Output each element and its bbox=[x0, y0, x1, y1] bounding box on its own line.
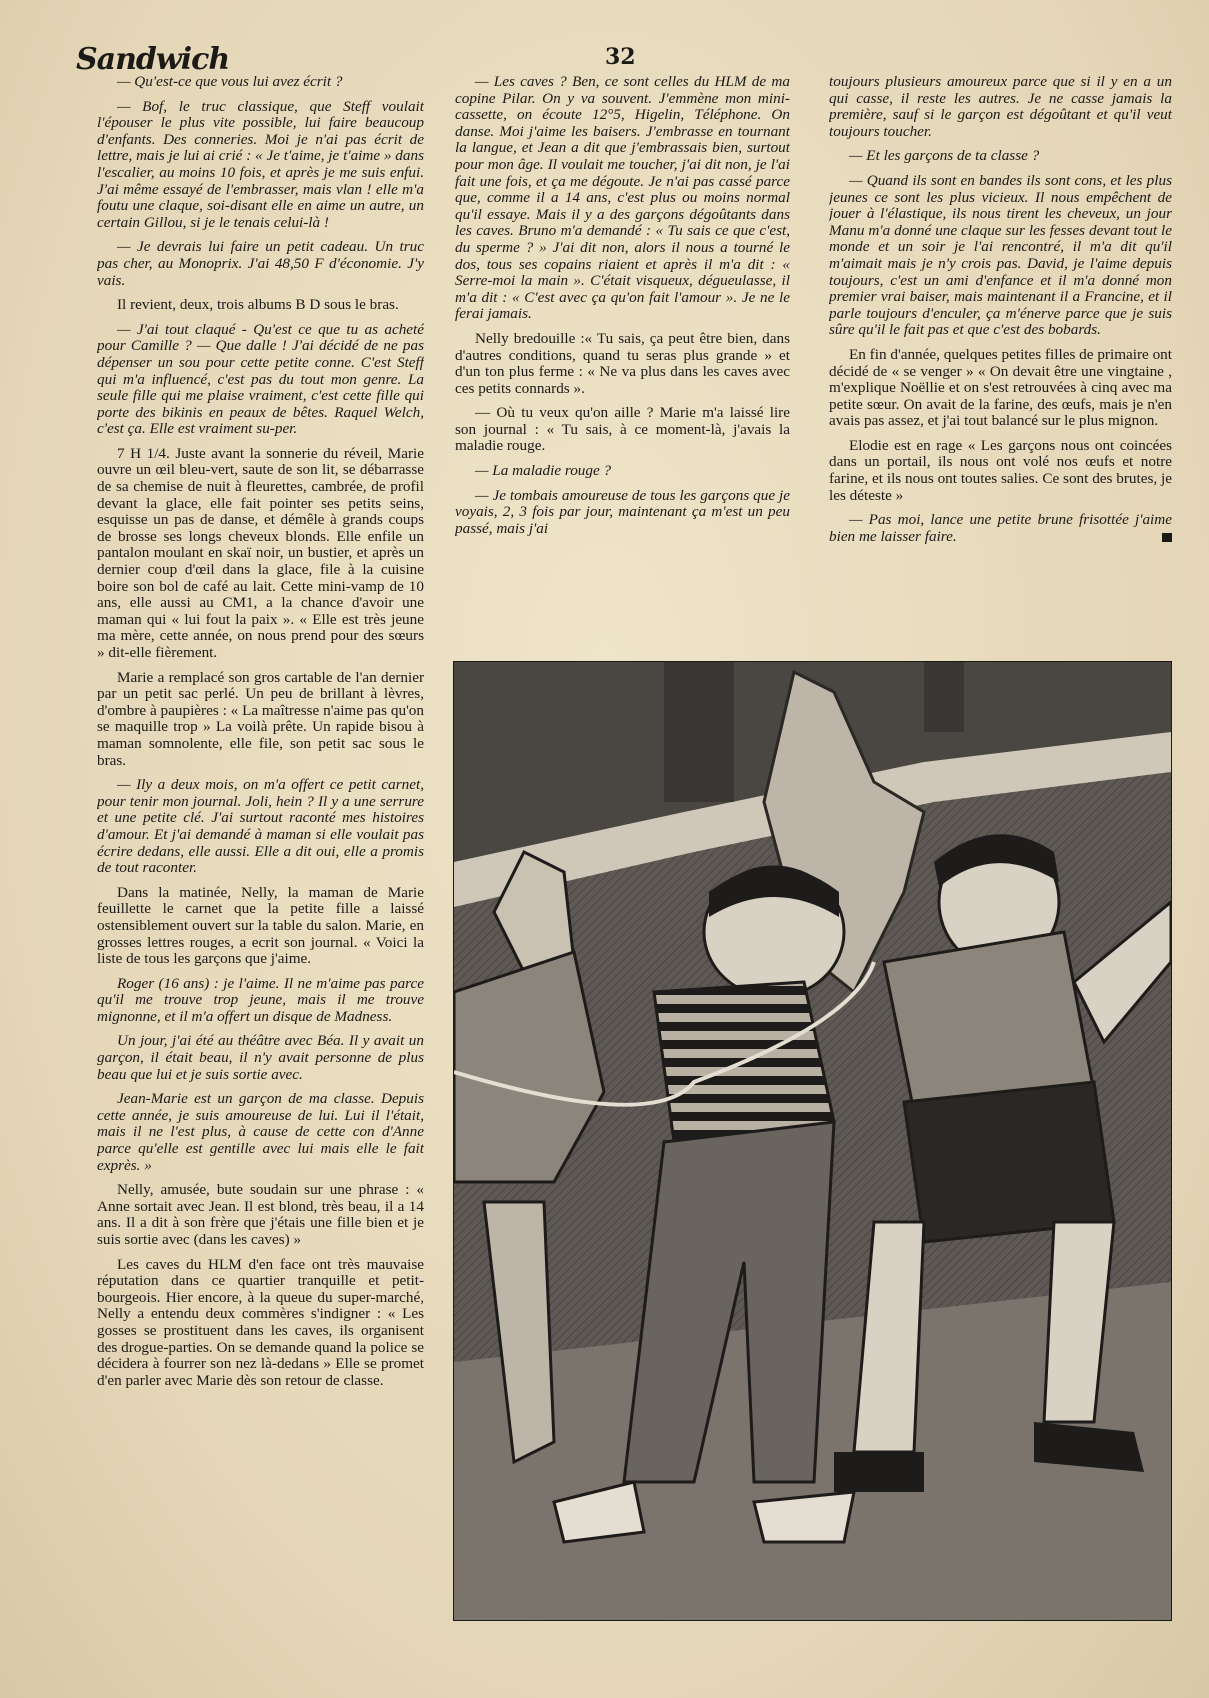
col1-paragraph: — Bof, le truc classique, que Steff voulait l'épouser le plus vite possible, lui faire beaucoup d'enfants. Des conneries. Moi je n'ai pas écrit de lettre, mais je lui ai crié : « Je t'aime, je t'aime » dans l'escalier, au moins 10 fois, et après je me suis enfui. J'ai même essayé de l'embrasser, mais vlan ! elle m'a foutu une claque, soi-disant elle en aime un autre, un certain Gillou, si je le tenais celui-là ! bbox=[97, 97, 424, 231]
three-boys-fighting-icon bbox=[454, 662, 1171, 1620]
col1-paragraph: Marie a remplacé son gros cartable de l'an dernier par un petit sac perlé. Un peu de brillant à lèvres, d'ombre à paupières : « La maîtresse n'aime pas qu'on se maquille trop » La voilà prête. Un rapide bisou à maman somnolente, elle file, son petit sac sous le bras. bbox=[97, 668, 424, 769]
col1-paragraph: Roger (16 ans) : je l'aime. Il ne m'aime pas parce qu'il me trouve trop jeune, mais il me trouve mignonne, et il m'a offert un disque de Madness. bbox=[97, 974, 424, 1025]
col1-paragraph: Jean-Marie est un garçon de ma classe. Depuis cette année, je suis amoureuse de lui. Lui il l'était, mais il ne l'est plus, à cause de cette con d'Anne parce qu'elle est gentille avec lui mais elle le fait exprès. » bbox=[97, 1090, 424, 1174]
col1-paragraph: Les caves du HLM d'en face ont très mauvaise réputation dans ce quartier tranquille et petit-bourgeois. Hier encore, à la queue du super-marché, Nelly a entendu deux commères s'indigner : « Les gosses se prostituent dans les caves, ils organisent des drogue-parties. On se demande quand la police se décidera à fourrer son nez là-dedans » Elle se promet d'en parler avec Marie dès son retour de classe. bbox=[97, 1255, 424, 1389]
col2-paragraph: — Je tombais amoureuse de tous les garçons que je voyais, 2, 3 fois par jour, maintenant ça m'est un peu passé, mais j'ai bbox=[455, 486, 790, 537]
col1-paragraph: Nelly, amusée, bute soudain sur une phrase : « Anne sortait avec Jean. Il est blond, très beau, il a 14 ans. Il a dit à son frère que j'étais une fille bien et je suis sortie avec (dans les caves) » bbox=[97, 1181, 424, 1248]
col3-paragraph: — Quand ils sont en bandes ils sont cons, et les plus jeunes ce sont les plus vicieux. Il nous empêchent de jouer à l'élastique, ils nous tirent les cheveux, un jour Manu m'a donné une claque sur les fesses devant tout le monde et un soir je l'ai rencontré, il m'a dit qu'il m'aimait mais je n'y crois pas. David, je l'aime depuis toujours, c'est un ami d'enfance et il m'a donné mon premier vrai baiser, mais maintenant il a Francine, et il parle toujours d'enculer, ça m'énerve parce que je suis sûre qu'il le fait pas et que c'est des bobards. bbox=[829, 171, 1172, 339]
illustration-three-boys bbox=[453, 661, 1172, 1621]
col2-paragraph: — Où tu veux qu'on aille ? Marie m'a laissé lire son journal : « Tu sais, à ce moment-là, j'avais la maladie rouge. bbox=[455, 404, 790, 455]
col1-paragraph: — J'ai tout claqué - Qu'est ce que tu as acheté pour Camille ? — Que dalle ! J'ai décidé de ne pas dépenser un sou pour cette petite conne. C'est Steff qui m'a influencé, c'est pas du tout mon genre. La seule fille qui me plaise vraiment, c'est cette fille qui porte des bikinis en peaux de bêtes. Raquel Welch, c'est ça. Elle est vraiment su-per. bbox=[97, 320, 424, 438]
col2-paragraph: — Les caves ? Ben, ce sont celles du HLM de ma copine Pilar. On y va souvent. J'emmène mon mini-cassette, on écoute 12°5, Higelin, Téléphone. On danse. Moi j'aime les baisers. J'embrasse en tournant la langue, et Jean a dit que j'embrassais bien, surtout pour mon âge. Il voulait me toucher, j'ai dit non, je l'ai fait une fois, et ça me dégoute. Je n'ai pas cassé parce que, comme il a 14 ans, c'est plus ou moins normal qu'il essaye. Mais il y a des garçons dégoûtants dans les caves. Bruno m'a demandé : « Tu sais ce que c'est, du sperme ? » J'ai dit non, alors il nous a tourné le dos, tous ses copains riaient et après il m'a dit : « Serre-moi la main ». C'était visqueux, dégueulasse, il m'a dit : « C'est avec ça qu'on fait l'amour ». Je ne le ferai jamais. bbox=[455, 74, 790, 323]
end-of-article-mark bbox=[1162, 533, 1172, 542]
page-number: 32 bbox=[605, 44, 636, 70]
col3-paragraph: Elodie est en rage « Les garçons nous ont coincées dans un portail, ils nous ont volé nos œufs et notre farine, et ils nous ont toutes salies. Ce sont des brutes, je les déteste » bbox=[829, 436, 1172, 504]
col1-paragraph: Il revient, deux, trois albums B D sous le bras. bbox=[117, 296, 399, 314]
col3-paragraph: toujours plusieurs amoureux parce que si il y en a un qui casse, il reste les autres. Je ne casse jamais la première, sauf si le garçon est dégoûtant et qu'il veut toujours toucher. bbox=[829, 74, 1172, 140]
text-column-2 bbox=[455, 74, 790, 634]
col3-paragraph: — Pas moi, lance une petite brune frisottée j'aime bien me laisser faire. bbox=[829, 511, 1172, 545]
col2-paragraph: — La maladie rouge ? bbox=[475, 462, 612, 480]
col3-paragraph: En fin d'année, quelques petites filles de primaire ont décidé de « se venger » « On devait être une vingtaine , m'explique Noëllie et on s'est retrouvées à cinq avec ma petite sœur. On avait de la farine, des œufs, mais je n'en avais pas assez, et j'ai tout balancé sur le plus mignon. bbox=[829, 345, 1172, 430]
col1-paragraph: Dans la matinée, Nelly, la maman de Marie feuillette le carnet que la petite fille a laissé ostensiblement ouvert sur la table du salon. Marie, en grosses lettres rouges, a ecrit son journal. « Voici la liste de tous les garçons que j'aime. bbox=[97, 883, 424, 968]
col1-paragraph: — Ily a deux mois, on m'a offert ce petit carnet, pour tenir mon journal. Joli, hein ? Il y a une serrure et une petite clé. J'ai surtout raconté mes histoires d'amour. Et j'ai demandé à maman si elle voulait pas écrire dedans, elle aussi. Elle a dit oui, elle a promis de tout raconter. bbox=[97, 776, 424, 877]
text-column-1 bbox=[97, 74, 424, 1634]
col1-paragraph: — Qu'est-ce que vous lui avez écrit ? bbox=[117, 74, 343, 90]
col3-paragraph: — Et les garçons de ta classe ? bbox=[849, 147, 1040, 165]
col2-paragraph: Nelly bredouille :« Tu sais, ça peut être bien, dans d'autres conditions, quand tu seras plus grande » et d'un ton plus ferme : « Ne va plus dans les caves avec ces petits connards ». bbox=[455, 329, 790, 397]
text-column-3 bbox=[829, 74, 1172, 634]
magazine-title: Sandwich bbox=[76, 42, 230, 77]
col1-paragraph: — Je devrais lui faire un petit cadeau. Un truc pas cher, au Monoprix. J'ai 48,50 F d'économie. J'y vais. bbox=[97, 238, 424, 289]
col1-paragraph: 7 H 1/4. Juste avant la sonnerie du réveil, Marie ouvre un œil bleu-vert, saute de son lit, se débarrasse de sa chemise de nuit à fleurettes, cambrée, de profil devant la glace, elle fait pointer ses petits seins, esquisse un pas de danse, et démêle à grands coups de brosse ses longs cheveux blonds. Elle enfile un pantalon moulant en skaï noir, un bustier, et après un dernier coup d'œil dans la glace, file à la cuisine boire son bol de café au lait. Cette mini-vamp de 10 ans, elle aussi au CM1, a la chance d'avoir une maman qui « lui fout la paix ». « Elle est très jeune ma mère, cette année, on nous prend pour des sœurs » dit-elle fièrement. bbox=[97, 444, 424, 661]
col1-paragraph: Un jour, j'ai été au théâtre avec Béa. Il y avait un garçon, il était beau, il n'y avait personne de plus beau que lui et je suis sortie avec. bbox=[97, 1032, 424, 1083]
